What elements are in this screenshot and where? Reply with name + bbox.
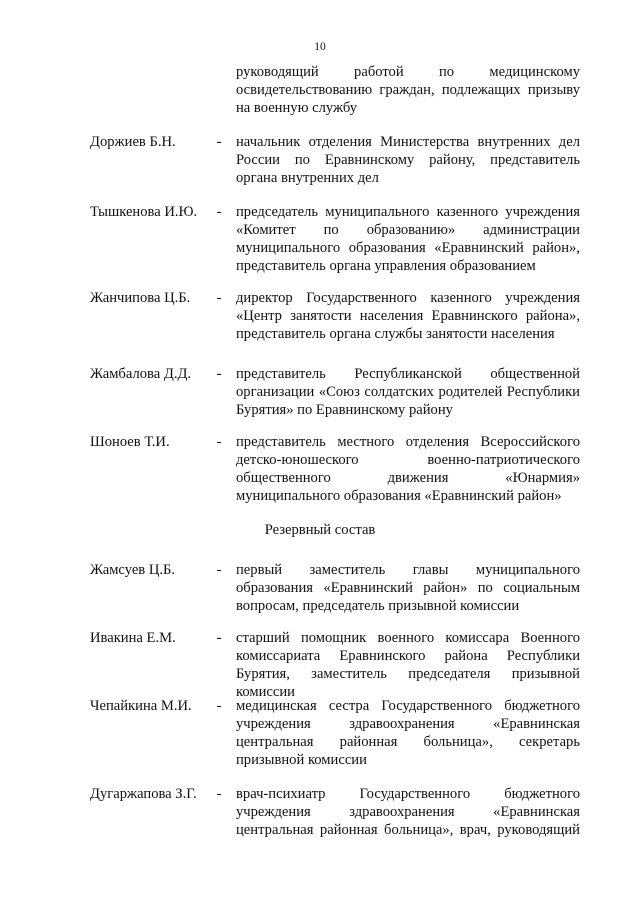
member-description — [236, 785, 580, 839]
member-dash: - — [216, 630, 222, 646]
member-dash: - — [216, 562, 222, 578]
description-line: представитель местного отделения Всероссийского — [236, 434, 580, 450]
description-line: учреждения здравоохранения «Еравнинская — [236, 804, 580, 820]
description-line: детско-юношеского военно-патриотического — [236, 452, 580, 468]
description-line: вопросам, председатель призывной комиссии — [236, 598, 520, 614]
description-line: учреждения здравоохранения «Еравнинская — [236, 716, 580, 732]
description-line: представитель Республиканской общественной — [236, 366, 580, 382]
description-line: освидетельствованию граждан, подлежащих призыву — [236, 82, 580, 98]
member-description — [236, 697, 580, 769]
description-line: «Центр занятости населения Еравнинского района», — [236, 308, 580, 324]
description-line: образования «Еравнинский район» по социальным — [236, 580, 580, 596]
description-line: представитель органа службы занятости населения — [236, 326, 555, 342]
description-line: центральная районная больница», секретарь — [236, 734, 580, 750]
description-line: представитель органа управления образованием — [236, 258, 536, 274]
description-line: общественного движения «Юнармия» — [236, 470, 580, 486]
description-line: старший помощник военного комиссара Военного — [236, 630, 580, 646]
member-name: Доржиев Б.Н. — [90, 134, 176, 150]
description-line: руководящий работой по медицинскому — [236, 64, 580, 80]
description-line: России по Еравнинскому району, представитель — [236, 152, 580, 168]
description-line: первый заместитель главы муниципального — [236, 562, 580, 578]
description-line: Бурятия, заместитель председателя призывной комиссии — [236, 666, 580, 700]
member-name: Тышкенова И.Ю. — [90, 204, 198, 220]
member-dash: - — [216, 290, 222, 306]
member-name: Шоноев Т.И. — [90, 434, 170, 450]
member-description — [236, 289, 580, 343]
member-name: Жамсуев Ц.Б. — [90, 562, 176, 578]
description-line: на военную службу — [236, 100, 358, 116]
member-description — [236, 203, 580, 275]
continuation-description — [236, 63, 580, 117]
description-line: центральная районная больница», врач, руководящий — [236, 822, 580, 838]
description-line: Бурятия» по Еравнинскому району — [236, 402, 453, 418]
member-name: Жанчипова Ц.Б. — [90, 290, 191, 306]
description-line: призывной комиссии — [236, 752, 367, 768]
description-line: комиссариата Еравнинского района Республики — [236, 648, 580, 664]
description-line: муниципального образования «Еравнинский район» — [236, 488, 562, 504]
member-description — [236, 133, 580, 187]
member-name: Дугаржапова З.Г. — [90, 786, 197, 802]
description-line: председатель муниципального казенного учреждения — [236, 204, 580, 220]
member-name: Жамбалова Д.Д. — [90, 366, 192, 382]
member-dash: - — [216, 786, 222, 802]
page-number: 10 — [314, 41, 326, 53]
member-description — [236, 433, 580, 505]
member-dash: - — [216, 204, 222, 220]
member-name: Ивакина Е.М. — [90, 630, 176, 646]
description-line: органа внутренних дел — [236, 170, 379, 186]
member-dash: - — [216, 134, 222, 150]
member-name: Чепайкина М.И. — [90, 698, 192, 714]
description-line: организации «Союз солдатских родителей Республики — [236, 384, 580, 400]
reserve-section-title: Резервный состав — [264, 522, 376, 538]
member-dash: - — [216, 434, 222, 450]
member-description — [236, 365, 580, 419]
description-line: медицинская сестра Государственного бюджетного — [236, 698, 580, 714]
description-line: муниципального образования «Еравнинский район», — [236, 240, 580, 256]
description-line: «Комитет по образованию» администрации — [236, 222, 580, 238]
description-line: директор Государственного казенного учреждения — [236, 290, 580, 306]
description-line: начальник отделения Министерства внутренних дел — [236, 134, 580, 150]
member-dash: - — [216, 698, 222, 714]
member-description — [236, 629, 580, 701]
description-line: врач-психиатр Государственного бюджетного — [236, 786, 580, 802]
member-description — [236, 561, 580, 615]
member-dash: - — [216, 366, 222, 382]
